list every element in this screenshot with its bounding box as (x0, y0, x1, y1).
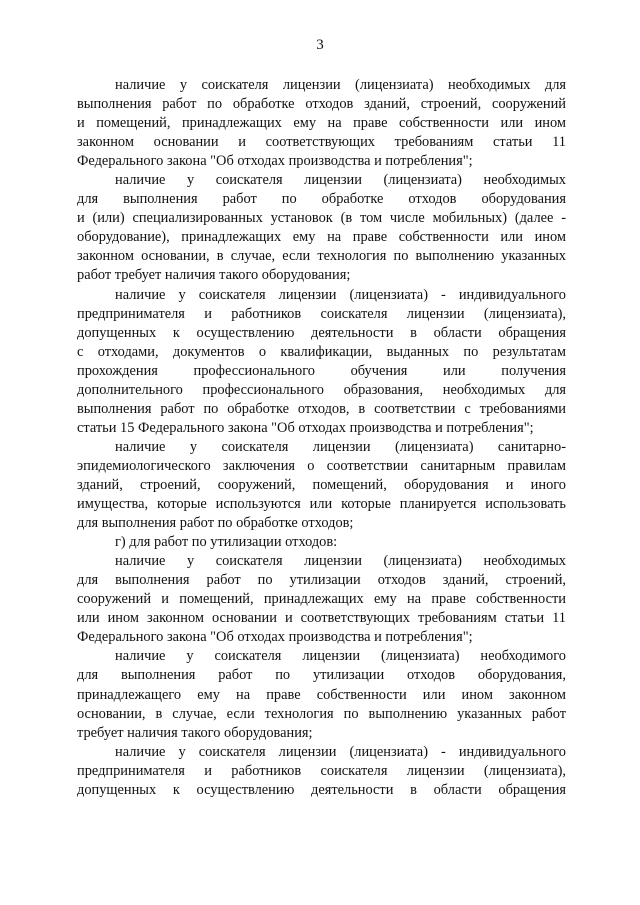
text-line: для выполнения работ по утилизации отходов зданий, строений, (77, 572, 566, 589)
text-line: статьи 15 Федерального закона "Об отходах производства и потребления"; (77, 419, 534, 436)
document-body (77, 76, 566, 800)
text-line: выполнения работ по обработке отходов, в соответствии с требованиями (77, 400, 566, 417)
text-line: оборудование), принадлежащих ему на праве собственности или ином (77, 229, 566, 246)
text-line: г) для работ по утилизации отходов: (115, 534, 338, 551)
text-line: зданий, строений, сооружений, помещений, оборудования и иного (77, 476, 566, 493)
text-line: законном основании, в случае, если технология по выполнению указанных (77, 248, 566, 265)
text-line: работ требует наличия такого оборудования; (77, 267, 351, 284)
text-line: требует наличия такого оборудования; (77, 724, 313, 741)
text-line: наличие у соискателя лицензии (лицензиата) необходимых (115, 553, 566, 570)
text-line: законном основании и соответствующих требованиям статьи 11 (77, 134, 566, 151)
text-line: наличие у соискателя лицензии (лицензиата) необходимых для (115, 77, 566, 93)
text-line: и помещений, принадлежащих ему на праве собственности или ином (77, 115, 566, 132)
text-line: допущенных к осуществлению деятельности в области обращения (77, 781, 566, 798)
text-line: предпринимателя и работников соискателя лицензии (лицензиата), (77, 762, 566, 779)
text-line: имущества, которые используются или которые планируется использовать (77, 496, 566, 513)
text-line: прохождения профессионального обучения или получения (77, 362, 566, 379)
text-line: с отходами, документов о квалификации, выданных по результатам (77, 343, 566, 360)
text-line: Федерального закона "Об отходах производства и потребления"; (77, 629, 473, 646)
text-line: дополнительного профессионального образования, необходимых для (77, 381, 566, 398)
text-line: наличие у соискателя лицензии (лицензиата) необходимых (115, 172, 566, 189)
text-line: выполнения работ по обработке отходов зданий, строений, сооружений (77, 96, 566, 113)
text-line: наличие у соискателя лицензии (лицензиата) - индивидуального (115, 743, 566, 760)
text-line: наличие у соискателя лицензии (лицензиата) необходимого (115, 648, 566, 665)
text-line: для выполнения работ по обработке отходов оборудования (77, 191, 566, 208)
text-line: основании, в случае, если технология по выполнению указанных работ (77, 705, 566, 722)
page-number: 3 (316, 37, 324, 53)
text-line: или ином законном основании и соответствующих требованиям статьи 11 (77, 610, 566, 627)
text-line: для выполнения работ по обработке отходов; (77, 515, 354, 532)
text-line: допущенных к осуществлению деятельности в области обращения (77, 324, 566, 341)
text-line: и (или) специализированных установок (в том числе мобильных) (далее - (77, 210, 566, 227)
text-line: эпидемиологического заключения о соответствии санитарным правилам (77, 457, 566, 474)
text-line: наличие у соискателя лицензии (лицензиата) - индивидуального (115, 286, 566, 303)
text-line: принадлежащего ему на праве собственности или ином законном (77, 686, 566, 703)
text-line: Федерального закона "Об отходах производства и потребления"; (77, 153, 473, 170)
text-line: сооружений и помещений, принадлежащих ему на праве собственности (77, 591, 566, 608)
text-line: для выполнения работ по утилизации отходов оборудования, (77, 667, 566, 684)
text-line: наличие у соискателя лицензии (лицензиата) санитарно- (115, 438, 566, 455)
text-line: предпринимателя и работников соискателя лицензии (лицензиата), (77, 305, 566, 322)
